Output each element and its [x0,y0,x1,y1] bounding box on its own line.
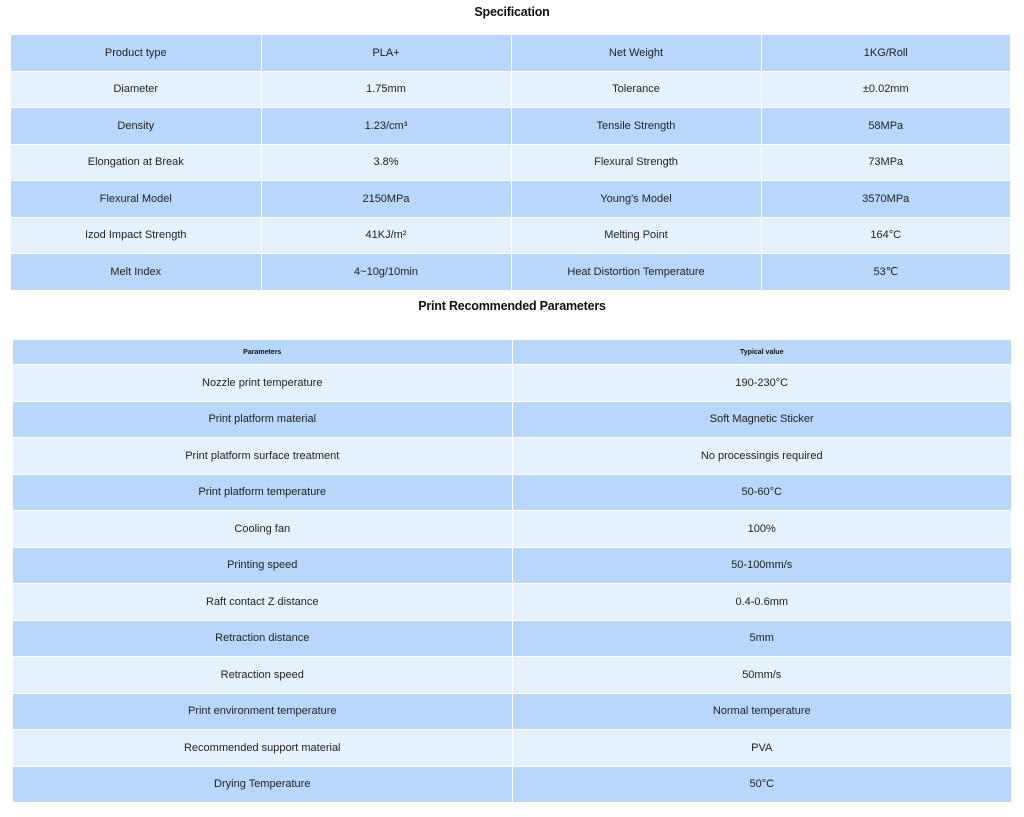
column-header-parameters: Parameters [13,340,512,365]
parameter-name: Printing speed [13,547,512,584]
parameter-name: Drying Temperature [13,766,512,803]
spec-label: Product type [11,35,261,71]
spec-label: Diameter [11,71,261,108]
parameter-value: 50mm/s [512,657,1011,694]
parameter-name: Print platform surface treatment [13,438,512,475]
spec-value: ±0.02mm [761,71,1010,108]
parameter-name: Raft contact Z distance [13,584,512,621]
spec-label: Young's Model [511,181,761,218]
table-row [11,108,1010,145]
table-row [13,511,1011,548]
table-row [13,693,1011,730]
parameter-value: Soft Magnetic Sticker [512,401,1011,438]
spec-value: 2150MPa [261,181,511,218]
spec-value: 164°C [761,217,1010,254]
parameter-value: No processingis required [512,438,1011,475]
spec-label: Melting Point [511,217,761,254]
parameter-name: Print platform temperature [13,474,512,511]
spec-label: Flexural Model [11,181,261,218]
table-row [11,35,1010,71]
table-row [13,657,1011,694]
spec-label: Tolerance [511,71,761,108]
spec-label: Heat Distortion Temperature [511,254,761,291]
spec-value: PLA+ [261,35,511,71]
table-header-row [13,340,1011,365]
parameter-value: 50-100mm/s [512,547,1011,584]
table-row [13,730,1011,767]
parameter-value: 190-230°C [512,365,1011,402]
table-row [11,71,1010,108]
table-row [13,766,1011,803]
spec-label: Tensile Strength [511,108,761,145]
spec-value: 1KG/Roll [761,35,1010,71]
spec-value: 58MPa [761,108,1010,145]
column-header-typical-value: Typical value [512,340,1011,365]
parameter-value: 0.4-0.6mm [512,584,1011,621]
table-row [11,254,1010,291]
spec-label: Density [11,108,261,145]
spec-label: Net Weight [511,35,761,71]
parameter-value: Normal temperature [512,693,1011,730]
spec-label: Izod Impact Strength [11,217,261,254]
parameter-value: 100% [512,511,1011,548]
parameter-value: PVA [512,730,1011,767]
print-parameters-title: Print Recommended Parameters [418,299,606,313]
spec-value: 53℃ [761,254,1010,291]
parameter-value: 50°C [512,766,1011,803]
table-row [13,547,1011,584]
table-row [13,401,1011,438]
specification-title: Specification [474,5,550,19]
spec-value: 3570MPa [761,181,1010,218]
specification-table [11,35,1010,291]
parameter-name: Print environment temperature [13,693,512,730]
table-row [11,181,1010,218]
spec-value: 4~10g/10min [261,254,511,291]
spec-label: Flexural Strength [511,144,761,181]
spec-value: 3.8% [261,144,511,181]
table-row [13,620,1011,657]
spec-label: Elongation at Break [11,144,261,181]
table-row [13,584,1011,621]
spec-value: 1.23/cm³ [261,108,511,145]
table-row [11,144,1010,181]
parameter-name: Retraction distance [13,620,512,657]
parameter-name: Recommended support material [13,730,512,767]
spec-value: 1.75mm [261,71,511,108]
spec-value: 41KJ/m² [261,217,511,254]
parameter-name: Retraction speed [13,657,512,694]
spec-label: Melt Index [11,254,261,291]
table-row [13,438,1011,475]
table-row [13,474,1011,511]
parameter-name: Nozzle print temperature [13,365,512,402]
table-row [11,217,1010,254]
parameter-name: Cooling fan [13,511,512,548]
spec-value: 73MPa [761,144,1010,181]
print-parameters-table [13,340,1011,803]
parameter-value: 50-60°C [512,474,1011,511]
parameter-value: 5mm [512,620,1011,657]
parameter-name: Print platform material [13,401,512,438]
table-row [13,365,1011,402]
